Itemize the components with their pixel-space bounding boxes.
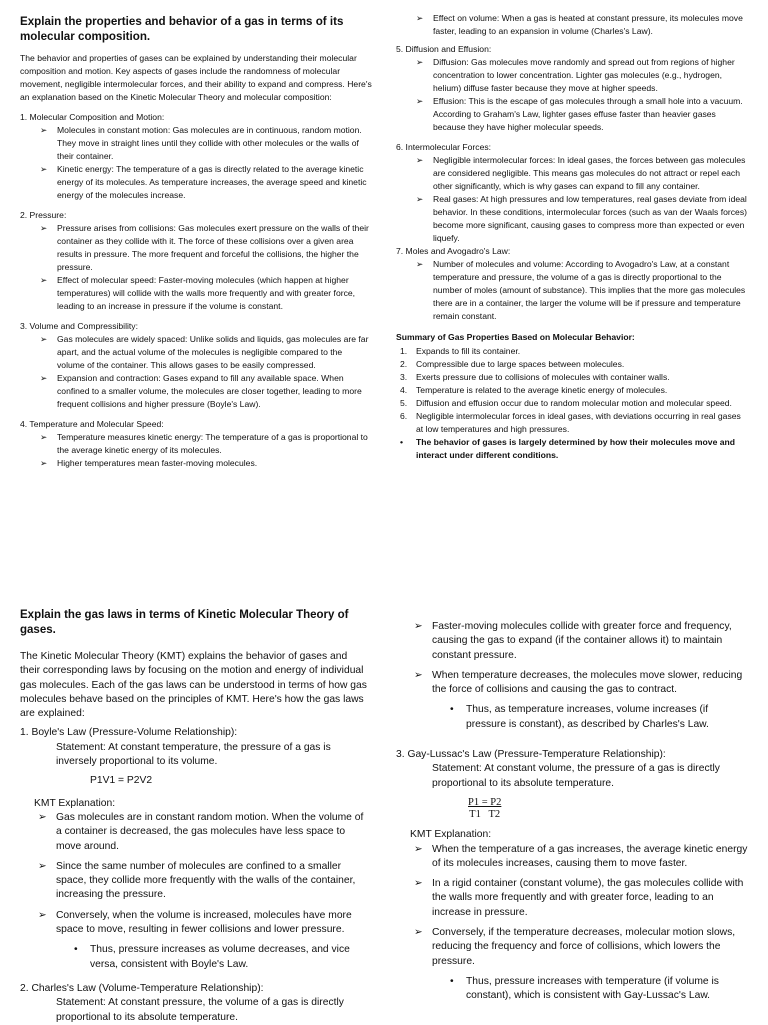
fraction: $\frac{P1 = P2}{T1 T2}$: [468, 796, 502, 820]
list-item: ➢ Effect on volume: When a gas is heated at constant pressure, its molecules move faster, leading to an expansion in volume (Charles's Law).: [396, 12, 748, 38]
section-heading: 2. Pressure:: [20, 210, 67, 220]
summary-heading: Summary of Gas Properties Based on Molecular Behavior:: [396, 332, 635, 342]
list-item: ➢ Gas molecules are in constant random motion. When the volume of a container is decreased, the gas molecules have less space to move around.: [20, 811, 368, 854]
top-left-column: [20, 14, 372, 470]
summary-item: 1. Expands to fill its container.: [400, 346, 521, 356]
arrow-bullet-icon: [414, 669, 423, 683]
arrow-bullet-icon: [40, 333, 47, 346]
law-heading: 1. Boyle's Law (Pressure-Volume Relationship):: [20, 727, 238, 739]
list-item: ➢ Diffusion: Gas molecules move randomly and spread out from regions of higher concentration to lower concentration. Lighter gas molecules (e.g., hydrogen, helium) diffuse faster because they move at higher speeds.: [396, 56, 748, 95]
bullet-icon: [74, 943, 78, 957]
bottom-left-column: [20, 608, 368, 1025]
summary-conclusion: • The behavior of gases is largely determined by how their molecules move and interact under different conditions.: [396, 436, 748, 462]
arrow-bullet-icon: [40, 431, 47, 444]
arrow-bullet-icon: [416, 154, 423, 167]
summary-item: 4. Temperature is related to the average kinetic energy of molecules.: [400, 385, 668, 395]
kmt-heading: KMT Explanation:: [34, 797, 116, 809]
page-title: Explain the properties and behavior of a gas in terms of its molecular composition.: [20, 15, 344, 43]
summary-item: 2. Compressible due to large spaces between molecules.: [400, 359, 625, 369]
arrow-bullet-icon: [40, 457, 47, 470]
arrow-bullet-icon: [40, 372, 47, 385]
list-item: ➢ Kinetic energy: The temperature of a gas is directly related to the average kinetic energy of its molecules. As temperature increases, the average speed and kinetic energy of the molecules increase.: [20, 163, 372, 202]
equation: P1V1 = P2V2: [90, 775, 153, 787]
summary-item: 6. Negligible intermolecular forces in ideal gases, with deviations occurring in real gases at low temperatures and high pressures.: [400, 411, 741, 434]
law-statement: Statement: At constant volume, the pressure of a gas is directly proportional to its absolute temperature.: [432, 763, 720, 789]
arrow-bullet-icon: [414, 620, 423, 634]
bullet-icon: [450, 703, 454, 717]
top-right-column: [396, 12, 748, 462]
arrow-bullet-icon: [416, 258, 423, 271]
list-item: • Thus, pressure increases with temperature (if volume is constant), which is consistent with Gay-Lussac's Law.: [396, 975, 748, 1004]
list-item: ➢ When temperature decreases, the molecules move slower, reducing the force of collisions and causing the gas to contract.: [396, 669, 748, 698]
section-heading: 6. Intermolecular Forces:: [396, 142, 492, 152]
summary-item: 3. Exerts pressure due to collisions of molecules with container walls.: [400, 372, 670, 382]
arrow-bullet-icon: [414, 877, 423, 891]
arrow-bullet-icon: [38, 811, 47, 825]
list-item: ➢ Real gases: At high pressures and low temperatures, real gases deviate from ideal behavior. In these conditions, intermolecular forces (such as van der Waals forces) become more significant, causing gases to compress more than expected or even liquefy.: [396, 193, 748, 245]
section-title: Explain the gas laws in terms of Kinetic Molecular Theory of gases.: [20, 609, 349, 636]
arrow-bullet-icon: [416, 95, 423, 108]
arrow-bullet-icon: [40, 124, 47, 137]
list-item: ➢ Gas molecules are widely spaced: Unlike solids and liquids, gas molecules are far apart, and the actual volume of the molecules is negligible compared to the volume of the container. This allows gases to be easily compressed.: [20, 333, 372, 372]
kmt-heading: KMT Explanation:: [410, 829, 492, 841]
arrow-bullet-icon: [414, 843, 423, 857]
arrow-bullet-icon: [416, 12, 423, 25]
summary-list: [396, 345, 748, 462]
law-heading: 3. Gay-Lussac's Law (Pressure-Temperature Relationship):: [396, 749, 666, 761]
section-heading: 7. Moles and Avogadro's Law:: [396, 246, 511, 256]
section-heading: 3. Volume and Compressibility:: [20, 321, 138, 331]
section-heading: 4. Temperature and Molecular Speed:: [20, 419, 164, 429]
list-item: ➢ When the temperature of a gas increases, the average kinetic energy of its molecules increases, causing them to move faster.: [396, 843, 748, 872]
list-item: ➢ Conversely, when the volume is increased, molecules have more space to move, resulting in fewer collisions and lower pressure.: [20, 909, 368, 938]
list-item: ➢ Conversely, if the temperature decreases, molecular motion slows, reducing the frequency and force of collisions, which lowers the pressure.: [396, 926, 748, 969]
list-item: ➢ Since the same number of molecules are confined to a smaller space, they collide more frequently with the walls of the container, increasing the pressure.: [20, 860, 368, 903]
arrow-bullet-icon: [40, 163, 47, 176]
list-item: ➢ Molecules in constant motion: Gas molecules are in continuous, random motion. They move in straight lines until they collide with other molecules or the walls of their container.: [20, 124, 372, 163]
list-item: ➢ Effusion: This is the escape of gas molecules through a small hole into a vacuum. According to Graham's Law, lighter gases effuse faster than heavier gases because they have higher molecular speeds.: [396, 95, 748, 134]
arrow-bullet-icon: [414, 926, 423, 940]
list-item: • Thus, as temperature increases, volume increases (if pressure is constant), as described by Charles's Law.: [396, 703, 748, 732]
list-item: ➢ Effect of molecular speed: Faster-moving molecules (which happen at higher temperatures) will collide with the walls more frequently and with greater force, leading to an increase in pressure if the volume is constant.: [20, 274, 372, 313]
arrow-bullet-icon: [40, 222, 47, 235]
arrow-bullet-icon: [38, 860, 47, 874]
section-heading: 5. Diffusion and Effusion:: [396, 44, 492, 54]
bottom-right-column: [396, 620, 748, 1004]
summary-item: 5. Diffusion and effusion occur due to random molecular motion and molecular speed.: [400, 398, 732, 408]
list-item: ➢ Negligible intermolecular forces: In ideal gases, the forces between gas molecules are considered negligible. This means gas molecules do not attract or repel each other significantly, which is why gases can expand to fill any container.: [396, 154, 748, 193]
list-item: ➢ Pressure arises from collisions: Gas molecules exert pressure on the walls of their container as they collide with it. The force of these collisions over a given area results in pressure. The more frequent and forceful the collisions, the higher the pressure.: [20, 222, 372, 274]
arrow-bullet-icon: [40, 274, 47, 287]
section-heading: 1. Molecular Composition and Motion:: [20, 112, 165, 122]
list-item: ➢ Temperature measures kinetic energy: The temperature of a gas is proportional to the average kinetic energy of its molecules.: [20, 431, 372, 457]
law-statement: Statement: At constant temperature, the pressure of a gas is inversely proportional to its volume.: [56, 741, 331, 768]
list-item: ➢ Number of molecules and volume: According to Avogadro's Law, at a constant temperature and pressure, the volume of a gas is directly proportional to the number of moles (amount of substance). This implies that the more gas molecules there are in a container, the larger the volume will be if pressure and temperature remain constant.: [396, 258, 748, 323]
intro-paragraph: The behavior and properties of gases can be explained by understanding their molecular composition and motion. Key aspects of gases include the randomness of molecular movement, negligible intermolecular forces, and their ability to expand and compress. Here's an explanation based on the Kinetic Molecular Theory and molecular composition:: [20, 53, 372, 102]
arrow-bullet-icon: [38, 909, 47, 923]
arrow-bullet-icon: [416, 56, 423, 69]
intro-paragraph: The Kinetic Molecular Theory (KMT) explains the behavior of gases and their corresponding laws by focusing on the motion and energy of individual gas molecules. Each of the gas laws can be understood in terms of how gas molecules behave based on the principles of KMT. Here's how the gas laws are explained:: [20, 651, 367, 720]
list-item: ➢ Faster-moving molecules collide with greater force and frequency, causing the gas to expand (if the container allows it) to maintain constant pressure.: [396, 620, 748, 663]
list-item: ➢ In a rigid container (constant volume), the gas molecules collide with the walls more frequently and with greater force, leading to an increase in pressure.: [396, 877, 748, 920]
law-heading: 2. Charles's Law (Volume-Temperature Relationship):: [20, 982, 264, 994]
arrow-bullet-icon: [416, 193, 423, 206]
equation: [396, 797, 748, 822]
list-item: ➢ Expansion and contraction: Gases expand to fill any available space. When confined to a smaller volume, the molecules are closer together, leading to more frequent collisions and higher pressure (Boyle's Law).: [20, 372, 372, 411]
bullet-icon: [450, 975, 454, 989]
law-statement: Statement: At constant pressure, the volume of a gas is directly proportional to its absolute temperature.: [56, 997, 344, 1023]
list-item: ➢ Higher temperatures mean faster-moving molecules.: [20, 457, 372, 470]
bullet-icon: [400, 436, 403, 449]
list-item: • Thus, pressure increases as volume decreases, and vice versa, consistent with Boyle's Law.: [20, 943, 368, 972]
